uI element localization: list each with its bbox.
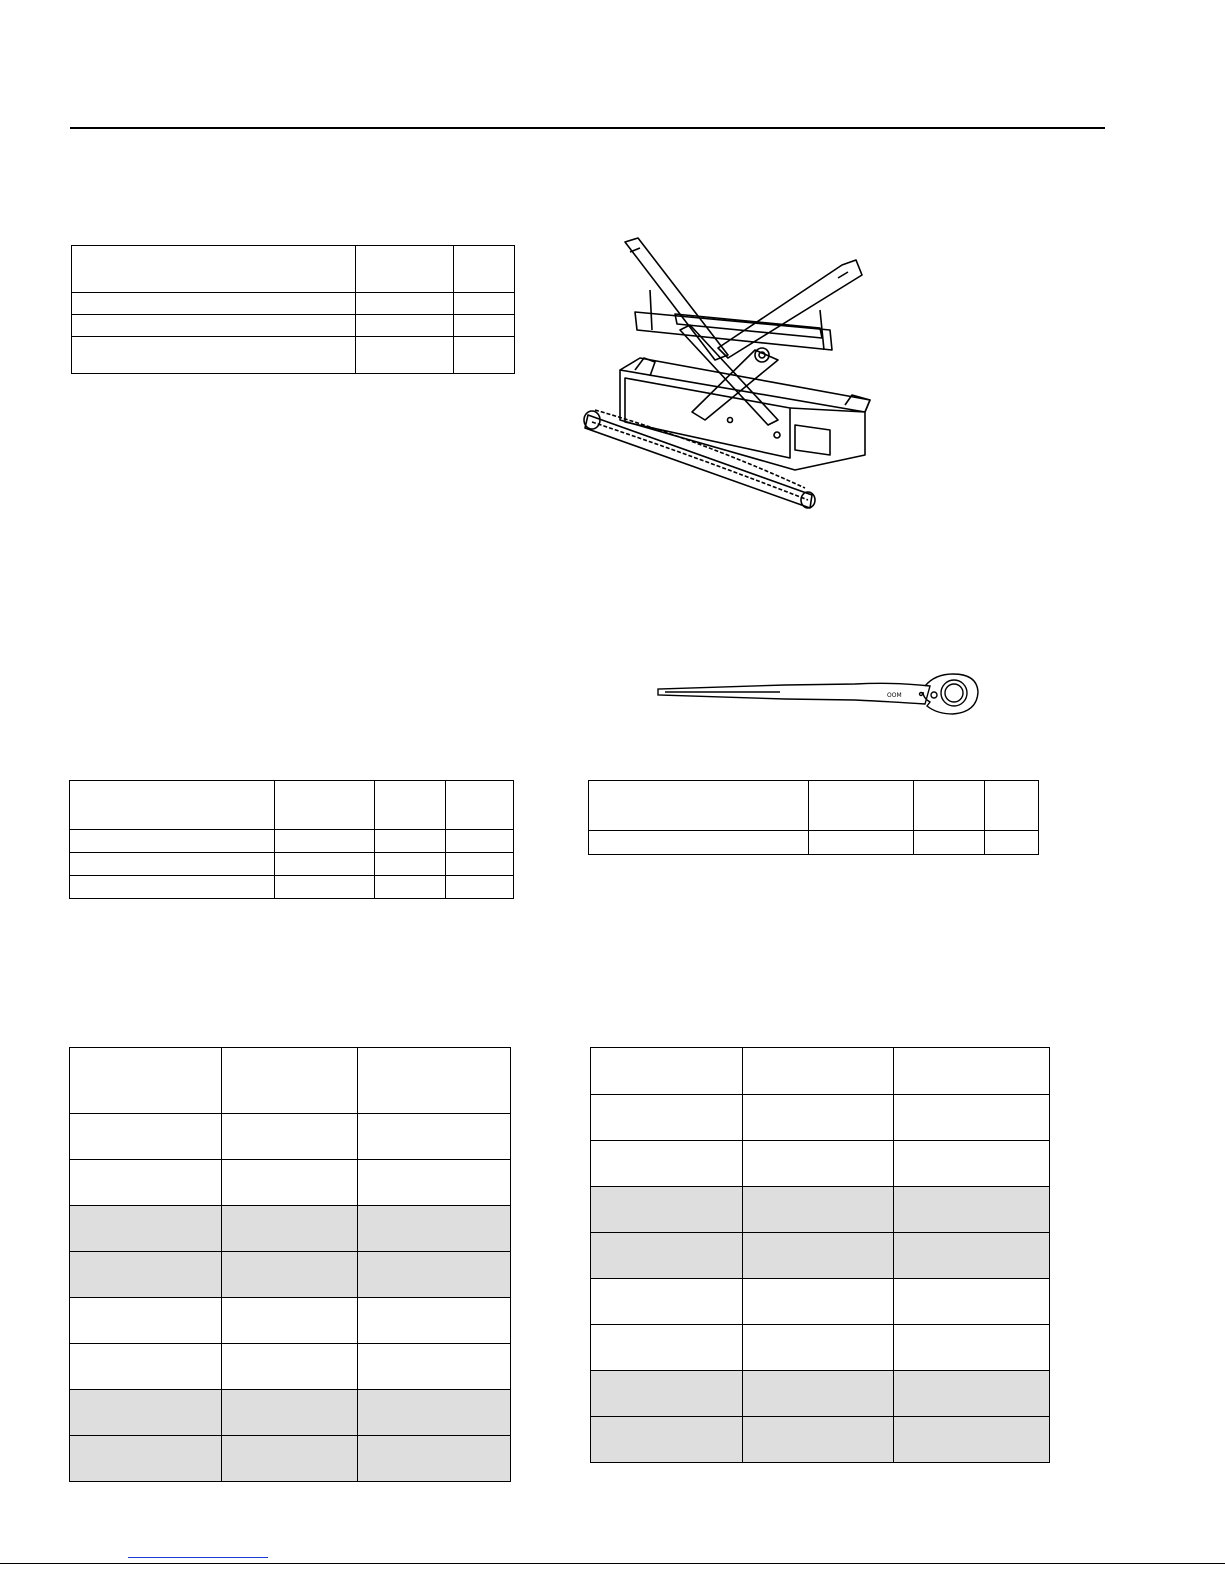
table-3 [588, 780, 1039, 855]
table-row [70, 1344, 511, 1390]
ratchet-wrench-illustration [655, 662, 985, 722]
table-row [70, 1048, 511, 1114]
table-row [70, 876, 514, 899]
table-row [70, 1390, 511, 1436]
table-row [70, 1206, 511, 1252]
table-row [70, 853, 514, 876]
table-row [591, 1325, 1050, 1371]
table-2 [69, 780, 514, 899]
footer-link-underline[interactable] [128, 1557, 268, 1558]
wrench-engraving: ООМ [887, 692, 902, 699]
table-row [72, 246, 515, 293]
table-row [70, 1114, 511, 1160]
table-row [72, 293, 515, 315]
table-row [591, 1279, 1050, 1325]
table-row [591, 1187, 1050, 1233]
table-row [589, 831, 1039, 855]
header-rule [70, 127, 1105, 129]
scissor-lift-fixture-illustration [580, 230, 880, 525]
table-row [591, 1417, 1050, 1463]
table-row [70, 1160, 511, 1206]
table-5 [590, 1047, 1050, 1463]
table-4 [69, 1047, 511, 1482]
footer-rule [0, 1563, 1225, 1564]
table-row [70, 781, 514, 830]
table-row [591, 1095, 1050, 1141]
table-row [591, 1048, 1050, 1095]
table-row [70, 830, 514, 853]
table-row [591, 1233, 1050, 1279]
table-row [72, 315, 515, 337]
table-row [589, 781, 1039, 831]
table-row [72, 337, 515, 374]
table-row [591, 1371, 1050, 1417]
table-row [70, 1252, 511, 1298]
table-row [70, 1436, 511, 1482]
table-row [591, 1141, 1050, 1187]
table-row [70, 1298, 511, 1344]
table-1 [71, 245, 515, 374]
